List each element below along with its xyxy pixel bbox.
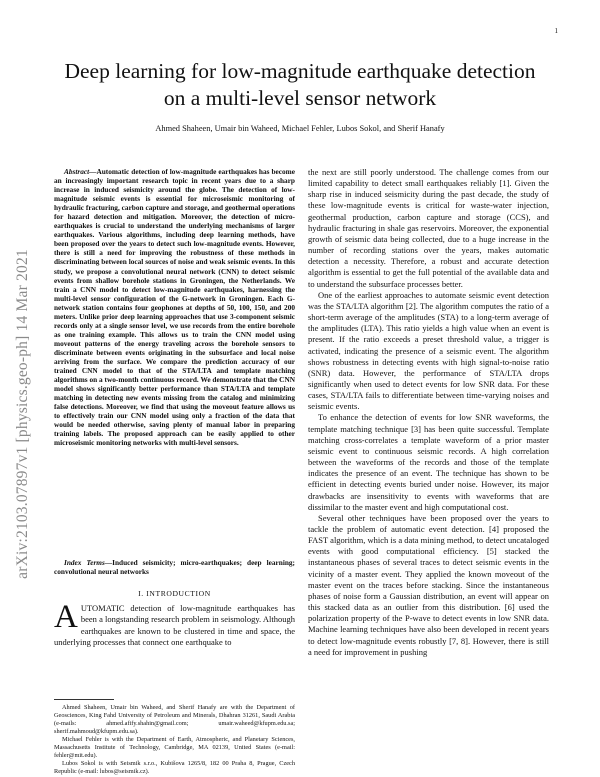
arxiv-identifier-text: arXiv:2103.07897v1 [physics.geo-ph] 14 Mar 2021	[14, 249, 31, 579]
index-terms-text: —Induced seismicity; micro-earthquakes; deep learning; convolutional neural networks	[54, 558, 295, 577]
left-column	[54, 167, 295, 777]
intro-lead-word: UTOMATIC	[80, 603, 125, 614]
body-paragraph: the next are still poorly understood. The challenge comes from our limited capability to detect small earthquakes reliably [1]. Given the sharp rise in induced seismicity during the past decade, the study of these low-magnitude events is critical for waste-water injection, geothermal production, carbon capture and storage (CCS), and hydraulic fracturing in shale gas reservoirs. Moreover, the exponential growth of seismic data being collected, due to a huge increase in the number of recording stations over the years, makes automatic detection a necessity. Therefore, a robust and accurate detection algorithm is essential to get the full potential of the available data and to understand the subsurface processes better.	[308, 167, 549, 289]
drop-cap-letter: A	[54, 603, 78, 636]
paper-title: Deep learning for low-magnitude earthquake detection on a multi-level sensor network	[64, 59, 536, 110]
footnote-affiliation-mit: Michael Fehler is with the Department of Earth, Atmospheric, and Planetary Sciences, Massachusetts Institute of Technology, Cambridge, MA 02139, United States (e-mail: fehler@mit.edu).	[54, 736, 295, 760]
introduction-paragraph	[54, 603, 295, 693]
body-paragraph: Several other techniques have been proposed over the years to tackle the problem of automatic event detection. [4] proposed the FAST algorithm, which is a data mining method, to detect uncataloged events with good computational efficiency. [5] stacked the instantaneous phases of several traces to detect seismic events in the vicinity of a master event. They applied the known moveout of the master event on the traces before stacking. Since the instantaneous phases of noise form a Gaussian distribution, an event will appear on this stacked data as an outlier from this distribution. [6] used the polarization property of the P-wave to detect events in low SNR data. Machine learning techniques have also been developed in recent years to detect low-magnitude events robustly [7, 8]. However, there is still a need for improvement in pushing	[308, 512, 549, 657]
footnote-affiliation-seismik: Lubos Sokol is with Seismik s.r.o., Kubišova 1265/8, 182 00 Praha 8, Prague, Czech Republic (e-mail: lubos@seismik.cz).	[54, 760, 295, 776]
section-heading-introduction: I. INTRODUCTION	[138, 589, 211, 599]
arxiv-identifier-stamp	[10, 194, 36, 634]
index-terms-label: Index Terms	[64, 558, 105, 567]
abstract-paragraph	[54, 167, 295, 554]
right-column	[308, 167, 549, 775]
intro-text: detection of low-magnitude earthquakes has been a longstanding research problem in seismology. Although earthquakes are known to be clustered in time and space, the underlying processes that connect one earthquake to	[54, 603, 295, 647]
page-number: 1	[554, 27, 558, 35]
body-paragraph: One of the earliest approaches to automate seismic event detection was the STA/LTA algorithm [2]. The algorithm computes the ratio of a short-term average of the amplitudes (STA) to a long-term average of the amplitudes (LTA). This ratio yields a high value when an event is present. If the ratio exceeds a preset threshold value, a trigger is activated, indicating the presence of a seismic event. The algorithm shows robustness in detecting events with high signal-to-noise ratio (SNR) data. However, the performance of STA/LTA drops significantly when used to detect events for low SNR data. For these cases, STA/LTA fails to differentiate between time-varying noises and seismic events.	[308, 289, 549, 412]
footnote-separator	[54, 699, 114, 700]
abstract-text: —Automatic detection of low-magnitude earthquakes has become an increasingly important research topic in recent years due to a sharp increase in induced seismicity around the globe. The detection of low-magnitude seismic events is essential for microseismic monitoring of hydraulic fracturing, carbon capture and storage, and geothermal operations for hazard detection and mitigation. Moreover, the detection of micro-earthquakes is crucial to understand the underlying mechanisms of larger earthquakes. Various algorithms, including deep learning methods, have been proposed over the years to detect such low-magnitude events. However, there is still a need for improving the robustness of these methods in discriminating between local sources of noise and weak seismic events. In this study, we propose a convolutional neural network (CNN) to detect seismic events from shallow borehole stations in Groningen, the Netherlands. We train a CNN model to detect low-magnitude earthquakes, harnessing the multi-level sensor configuration of the G-network in Groningen. Each G-network station contains four geophones at depths of 50, 100, 150, and 200 meters. Unlike prior deep learning approaches that use 3-component seismic records only at a single sensor level, we use records from the entire borehole as one training example. This allows us to train the CNN model using moveout patterns of the energy traveling across the borehole sensors to discriminate between events originating in the subsurface and local noise arriving from the surface. We compare the prediction accuracy of our trained CNN model to that of the STA/LTA and template matching algorithms on a two-month continuous record. We demonstrate that the CNN model shows significantly better performance than STA/LTA and template matching in detecting new events missing from the catalog and minimizing false detections. Moreover, we find that using the moveout feature allows us to effectively train our CNN model using only a fraction of the data that would be needed otherwise, saving plenty of manual labor in preparing training labels. The proposed approach can be easily applied to other microseismic monitoring networks with multi-level sensors.	[54, 167, 295, 448]
footnote-affiliation-kfupm: Ahmed Shaheen, Umair bin Waheed, and Sherif Hanafy are with the Department of Geosciences, King Fahd University of Petroleum and Minerals, Dhahran 31261, Saudi Arabia (e-mails: ahmed.afify.shahin@gmail.com; umair.waheed@kfupm.edu.sa; sherif.mahmoud@kfupm.edu.sa).	[54, 704, 295, 736]
author-list: Ahmed Shaheen, Umair bin Waheed, Michael Fehler, Lubos Sokol, and Sherif Hanafy	[155, 124, 445, 133]
body-paragraph: To enhance the detection of events for low SNR waveforms, the template matching technique [3] has been quite successful. Template matching cross-correlates a template waveform of a prior master seismic event to continuous seismic records. A high correlation between the waveforms of the records and those of the template indicates the presence of an event. The technique has shown to be efficient in detecting events buried under noise. However, its major drawbacks are insensitivity to events with waveforms that are dissimilar to the master event and high computational cost.	[308, 412, 549, 512]
abstract-label: Abstract	[64, 167, 90, 176]
index-terms-paragraph	[54, 558, 295, 576]
